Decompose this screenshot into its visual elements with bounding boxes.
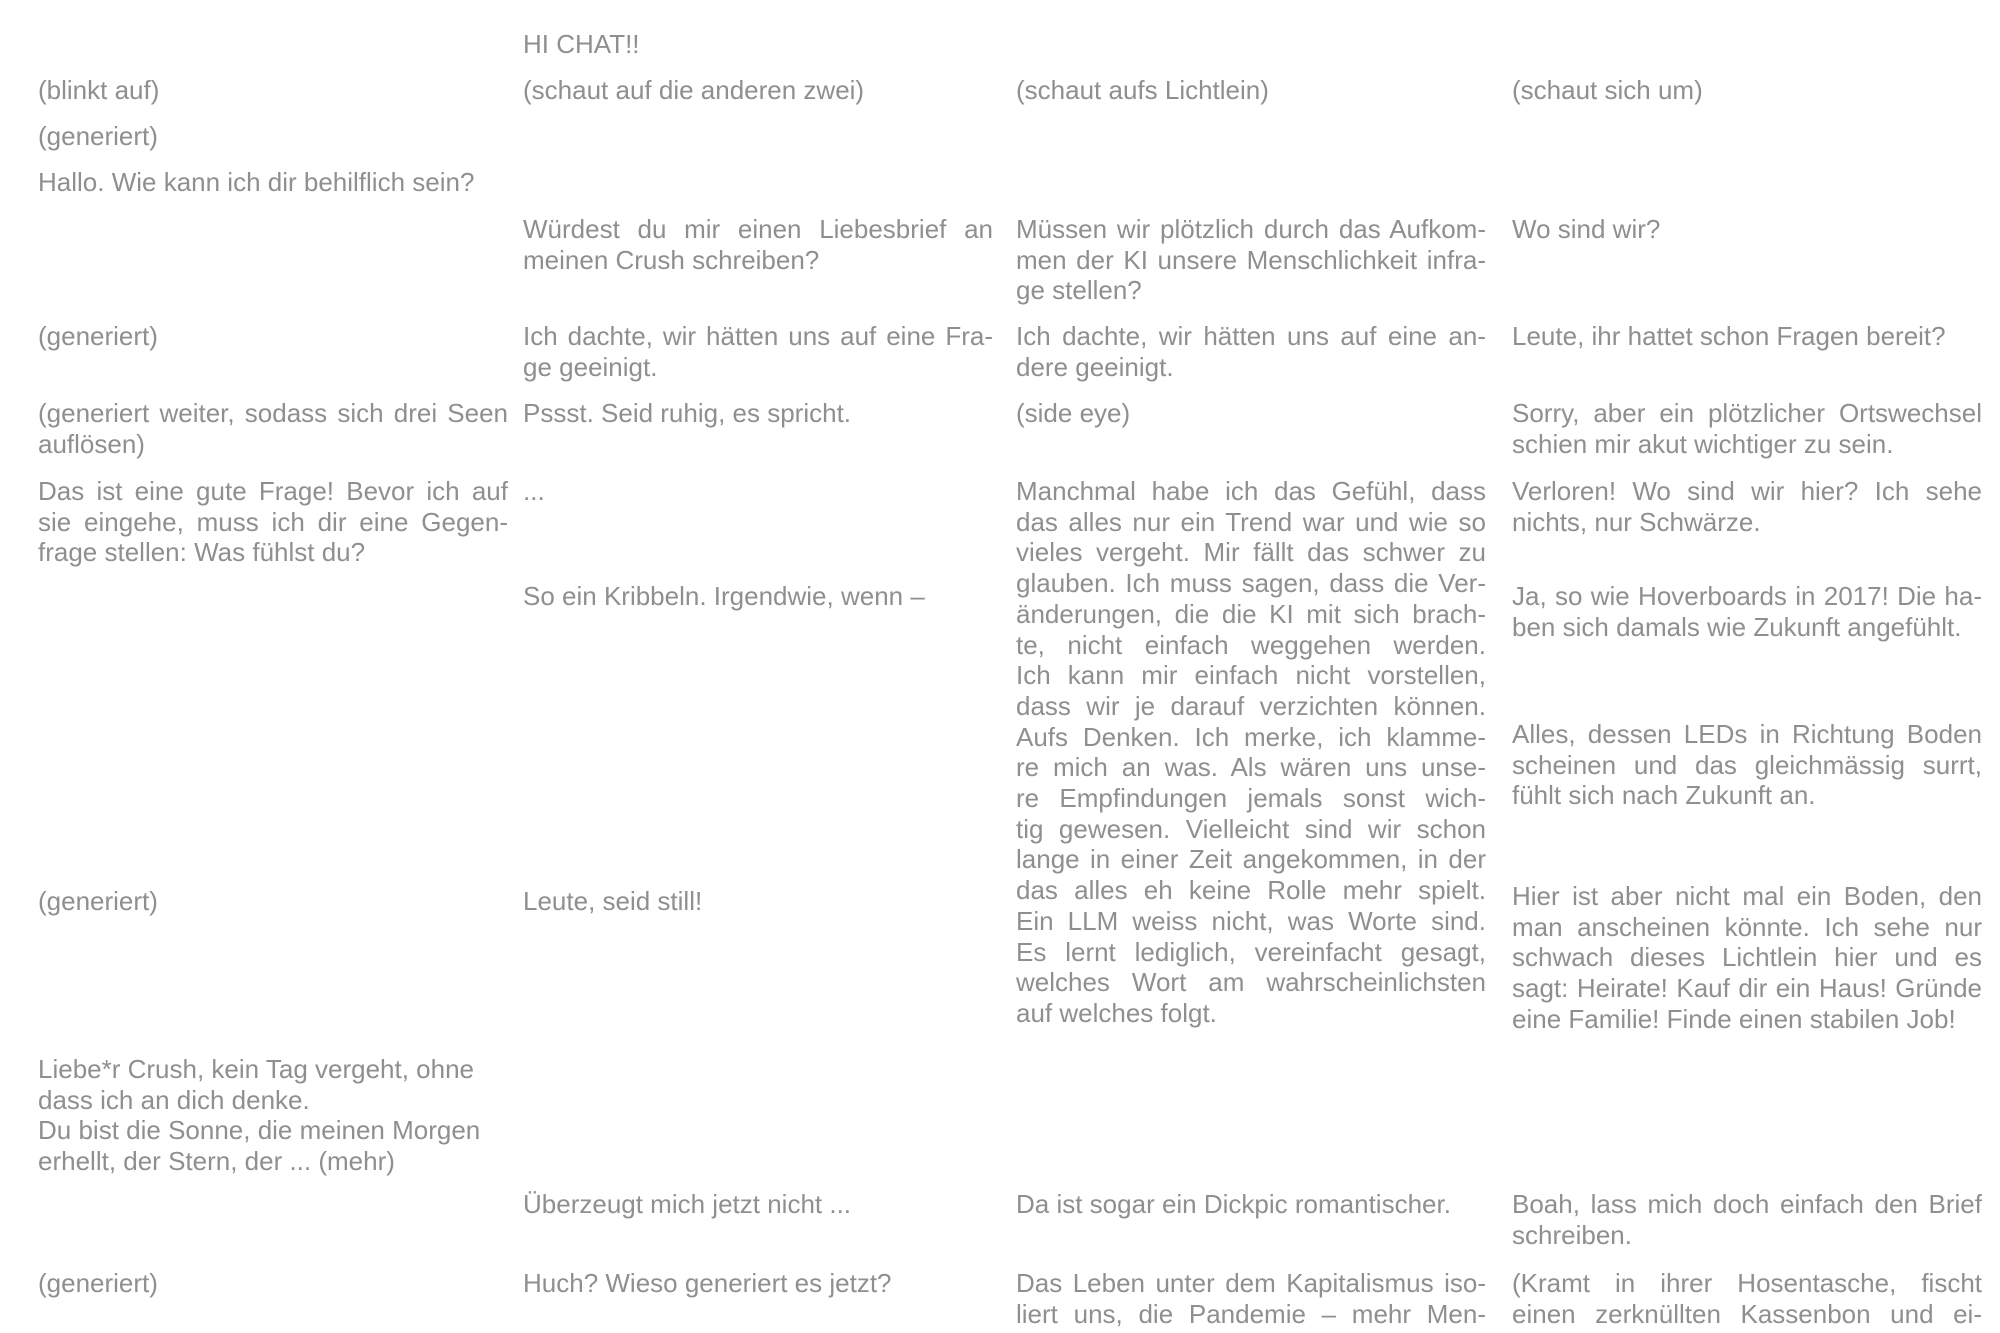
dialogue-block xyxy=(523,29,993,60)
text-line: Du bist die Sonne, die meinen Morgen xyxy=(38,1115,481,1146)
text-line: Boah, lass mich doch einfach den Brief xyxy=(1512,1189,1982,1219)
text-line: das alles nur ein Trend war und wie so xyxy=(1016,506,1486,537)
dialogue-block xyxy=(1016,214,1486,306)
dialogue-block xyxy=(523,581,993,612)
text-line: schien mir akut wichtiger zu sein. xyxy=(1512,428,1894,459)
text-line: men der KI unsere Menschlichkeit infra- xyxy=(1016,244,1486,275)
dialogue-block xyxy=(1512,581,1982,642)
text-line: Hallo. Wie kann ich dir behilflich sein? xyxy=(38,167,475,197)
text-line: dass wir je darauf verzichten können. xyxy=(1016,690,1486,721)
dialogue-block xyxy=(1512,476,1982,537)
text-line: (schaut sich um) xyxy=(1512,75,1703,105)
text-line: (generiert) xyxy=(38,321,158,351)
text-line: sagt: Heirate! Kauf dir ein Haus! Gründe xyxy=(1512,973,1982,1004)
stage-direction xyxy=(1512,1268,1982,1329)
script-column-1 xyxy=(38,0,508,1333)
stage-direction xyxy=(1512,75,1982,106)
dialogue-block xyxy=(1016,1268,1486,1329)
dialogue-block xyxy=(1512,321,1982,352)
text-line: meinen Crush schreiben? xyxy=(523,244,820,275)
text-line: einen zerknüllten Kassenbon und ei- xyxy=(1512,1298,1982,1329)
text-line: Müssen wir plötzlich durch das Aufkom- xyxy=(1016,214,1486,244)
text-line: (Kramt in ihrer Hosentasche, fischt xyxy=(1512,1268,1982,1298)
text-line: (schaut auf die anderen zwei) xyxy=(523,75,865,105)
text-line: Da ist sogar ein Dickpic romantischer. xyxy=(1016,1189,1451,1219)
text-line: Liebe*r Crush, kein Tag vergeht, ohne xyxy=(38,1054,475,1084)
text-line: schwach dieses Lichtlein hier und es xyxy=(1512,942,1982,973)
dialogue-block xyxy=(1016,1189,1486,1220)
text-line: Ich kann mir einfach nicht vorstellen, xyxy=(1016,660,1486,691)
text-line: Das Leben unter dem Kapitalismus iso- xyxy=(1016,1268,1486,1298)
text-line: Ja, so wie Hoverboards in 2017! Die ha- xyxy=(1512,581,1982,611)
text-line: Aufs Denken. Ich merke, ich klamme- xyxy=(1016,721,1486,752)
stage-direction xyxy=(38,886,508,917)
text-line: Hier ist aber nicht mal ein Boden, den xyxy=(1512,881,1982,911)
text-line: dere geeinigt. xyxy=(1016,351,1174,382)
dialogue-block xyxy=(523,886,993,917)
text-line: Leute, seid still! xyxy=(523,886,703,916)
stage-direction xyxy=(38,1268,508,1299)
text-line: auf welches folgt. xyxy=(1016,997,1217,1028)
text-line: Alles, dessen LEDs in Richtung Boden xyxy=(1512,719,1982,749)
dialogue-block xyxy=(38,167,508,198)
text-line: Manchmal habe ich das Gefühl, dass xyxy=(1016,476,1486,506)
text-line: glauben. Ich muss sagen, dass die Ver- xyxy=(1016,568,1486,599)
stage-direction xyxy=(523,75,993,106)
text-line: Ich dachte, wir hätten uns auf eine Fra- xyxy=(523,321,993,351)
stage-direction xyxy=(38,121,508,152)
text-line: (generiert weiter, sodass sich drei Seen xyxy=(38,398,508,428)
text-line: Huch? Wieso generiert es jetzt? xyxy=(523,1268,892,1298)
text-line: änderungen, die die KI mit sich brach- xyxy=(1016,598,1486,629)
dialogue-block xyxy=(523,321,993,382)
text-line: scheinen und das gleichmässig surrt, xyxy=(1512,749,1982,780)
text-line: Leute, ihr hattet schon Fragen bereit? xyxy=(1512,321,1946,351)
text-line: lange in einer Zeit angekommen, in der xyxy=(1016,844,1486,875)
text-line: schreiben. xyxy=(1512,1219,1632,1250)
text-line: Ich dachte, wir hätten uns auf eine an- xyxy=(1016,321,1486,351)
dialogue-block xyxy=(523,1268,993,1299)
text-line: ge stellen? xyxy=(1016,275,1142,306)
dialogue-block xyxy=(523,214,993,275)
text-line: nichts, nur Schwärze. xyxy=(1512,506,1761,537)
stage-direction xyxy=(1016,398,1486,429)
dialogue-block xyxy=(523,476,993,507)
text-line: ben sich damals wie Zukunft angefühlt. xyxy=(1512,611,1962,642)
script-column-4 xyxy=(1512,0,1982,1333)
text-line: HI CHAT!! xyxy=(523,29,640,59)
text-line: (side eye) xyxy=(1016,398,1131,428)
text-line: Ein LLM weiss nicht, was Worte sind. xyxy=(1016,905,1486,936)
dialogue-block xyxy=(38,1054,508,1177)
text-line: (schaut aufs Lichtlein) xyxy=(1016,75,1269,105)
stage-direction xyxy=(1016,75,1486,106)
text-line: das alles eh keine Rolle mehr spielt. xyxy=(1016,875,1486,906)
dialogue-block xyxy=(1016,476,1486,1029)
dialogue-block xyxy=(1512,719,1982,811)
text-line: Verloren! Wo sind wir hier? Ich sehe xyxy=(1512,476,1982,506)
text-line: Das ist eine gute Frage! Bevor ich auf xyxy=(38,476,508,506)
text-line: ge geeinigt. xyxy=(523,351,658,382)
text-line: man anscheinen könnte. Ich sehe nur xyxy=(1512,911,1982,942)
stage-direction xyxy=(38,321,508,352)
text-line: erhellt, der Stern, der ... (mehr) xyxy=(38,1146,395,1177)
dialogue-block xyxy=(1512,1189,1982,1250)
script-column-2 xyxy=(523,0,993,1333)
text-line: welches Wort am wahrscheinlichsten xyxy=(1016,967,1486,998)
text-line: Sorry, aber ein plötzlicher Ortswechsel xyxy=(1512,398,1982,428)
dialogue-block xyxy=(523,1189,993,1220)
stage-direction xyxy=(38,75,508,106)
text-line: Es lernt lediglich, vereinfacht gesagt, xyxy=(1016,936,1486,967)
text-line: Würdest du mir einen Liebesbrief an xyxy=(523,214,993,244)
text-line: So ein Kribbeln. Irgendwie, wenn – xyxy=(523,581,925,611)
text-line: vieles vergeht. Mir fällt das schwer zu xyxy=(1016,537,1486,568)
text-line: fühlt sich nach Zukunft an. xyxy=(1512,780,1816,811)
text-line: Pssst. Seid ruhig, es spricht. xyxy=(523,398,852,428)
dialogue-block xyxy=(1512,881,1982,1035)
dialogue-block xyxy=(1016,321,1486,382)
dialogue-block xyxy=(38,476,508,568)
text-line: (generiert) xyxy=(38,121,158,151)
text-line: Wo sind wir? xyxy=(1512,214,1661,244)
text-line: ... xyxy=(523,476,545,506)
text-line: re Empfindungen jemals sonst wich- xyxy=(1016,783,1486,814)
text-line: liert uns, die Pandemie – mehr Men- xyxy=(1016,1298,1486,1329)
text-line: (generiert) xyxy=(38,886,158,916)
text-line: auflösen) xyxy=(38,428,145,459)
dialogue-block xyxy=(1512,398,1982,459)
text-line: (generiert) xyxy=(38,1268,158,1298)
dialogue-block xyxy=(523,398,993,429)
text-line: sie eingehe, muss ich dir eine Gegen- xyxy=(38,506,508,537)
stage-direction xyxy=(38,398,508,459)
text-line: Überzeugt mich jetzt nicht ... xyxy=(523,1189,852,1219)
script-column-3 xyxy=(1016,0,1486,1333)
text-line: (blinkt auf) xyxy=(38,75,160,105)
text-line: tig gewesen. Vielleicht sind wir schon xyxy=(1016,813,1486,844)
text-line: eine Familie! Finde einen stabilen Job! xyxy=(1512,1003,1956,1034)
text-line: dass ich an dich denke. xyxy=(38,1084,310,1115)
text-line: re mich an was. Als wären uns unse- xyxy=(1016,752,1486,783)
text-line: te, nicht einfach weggehen werden. xyxy=(1016,629,1486,660)
dialogue-block xyxy=(1512,214,1982,245)
text-line: frage stellen: Was fühlst du? xyxy=(38,537,366,568)
